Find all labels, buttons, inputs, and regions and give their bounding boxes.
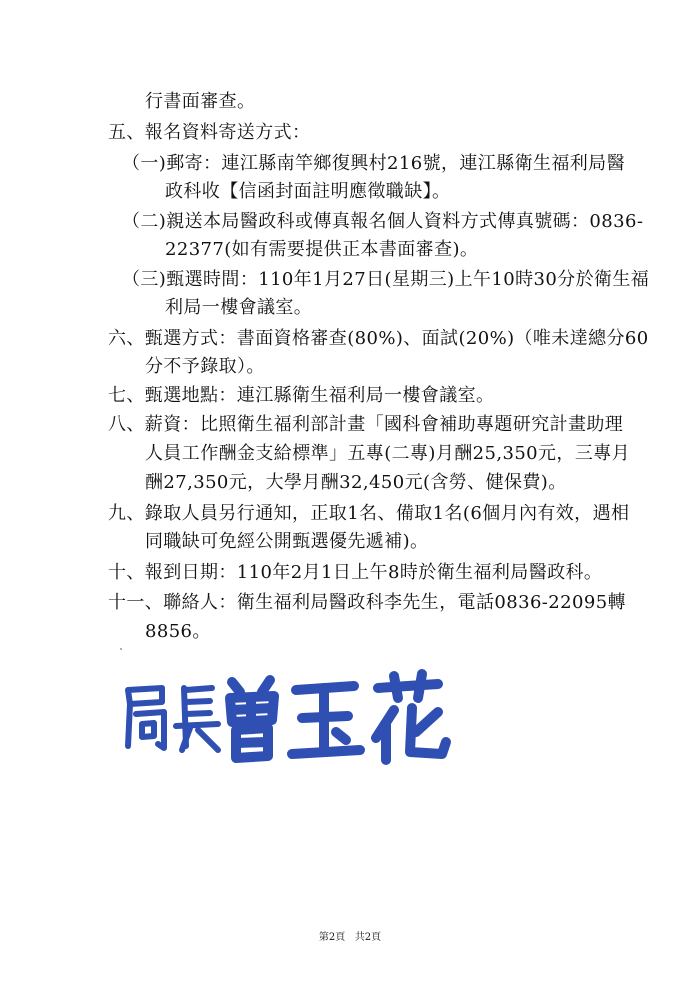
text-line: （三)甄選時間：110年1月27日(星期三)上午10時30分於衛生福	[122, 269, 650, 290]
section-heading: 七、甄選地點：連江縣衛生福利局一樓會議室。	[108, 385, 495, 406]
text-line: （一)郵寄：連江縣南竿鄉復興村216號，連江縣衛生福利局醫	[122, 153, 625, 174]
text-line: 同職缺可免經公開甄選優先遞補)。	[145, 531, 429, 552]
section-heading: 八、薪資：比照衛生福利部計畫「國科會補助專題研究計畫助理	[108, 414, 624, 435]
scan-speck	[120, 648, 122, 650]
text-line: 政科收【信函封面註明應徵職缺】。	[165, 181, 451, 202]
text-line: 利局一樓會議室。	[165, 297, 313, 318]
section-heading: 十一、聯絡人：衛生福利局醫政科李先生，電話0836-22095轉	[108, 592, 626, 613]
page-number-footer: 第2頁 共2頁	[318, 932, 382, 943]
text-line: 22377(如有需要提供正本書面審查)。	[165, 239, 479, 260]
text-line: 分不予錄取）。	[145, 356, 265, 377]
text-line: 酬27,350元，大學月酬32,450元(含勞、健保費)。	[145, 472, 567, 493]
section-heading: 六、甄選方式：書面資格審查(80%)、面試(20%)（唯未達總分60	[108, 328, 649, 349]
text-line: 行書面審查。	[145, 91, 256, 112]
section-heading: 九、錄取人員另行通知，正取1名、備取1名(6個月內有效，遇相	[108, 503, 630, 524]
section-heading: 十、報到日期：110年2月1日上午8時於衛生福利局醫政科。	[108, 562, 603, 583]
text-line: 人員工作酬金支給標準」五專(二專)月酬25,350元，三專月	[145, 443, 631, 464]
signature-stamp	[120, 668, 460, 768]
text-line: （二)親送本局醫政科或傳真報名個人資料方式傳真號碼：0836-	[122, 211, 644, 232]
text-line: 8856。	[145, 621, 211, 642]
section-heading: 五、報名資料寄送方式：	[108, 122, 311, 143]
